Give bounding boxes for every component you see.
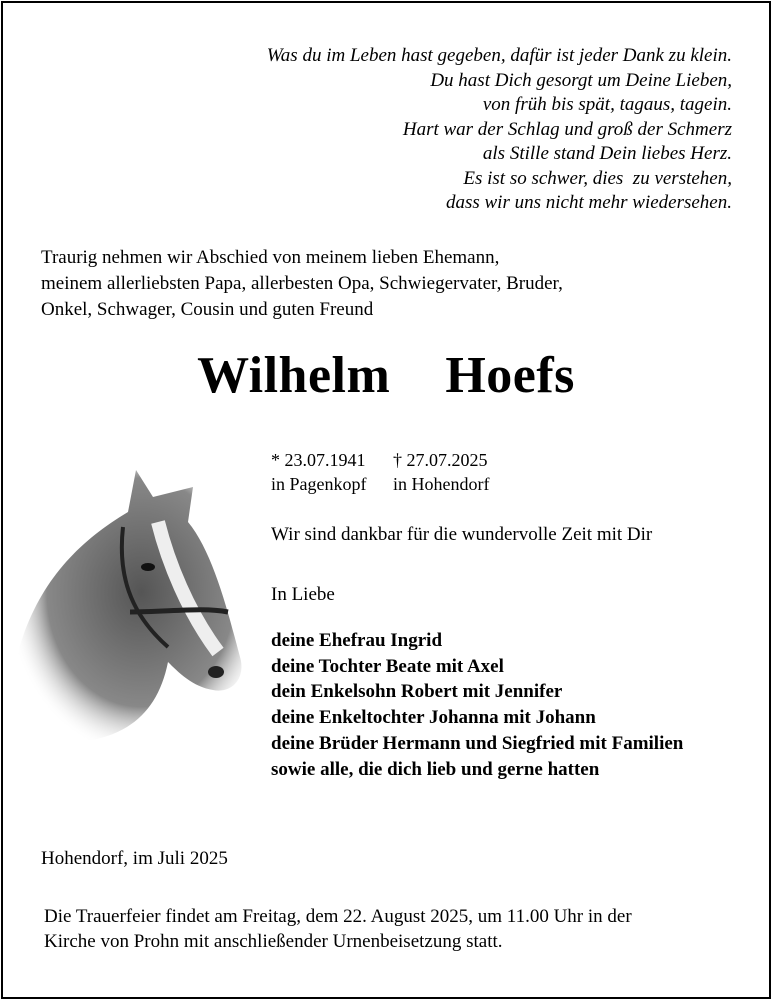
- service-line: Die Trauerfeier findet am Freitag, dem 22. August 2025, um 11.00 Uhr in der: [44, 906, 632, 927]
- place-date: Hohendorf, im Juli 2025: [41, 848, 228, 869]
- intro-line: Traurig nehmen wir Abschied von meinem lieben Ehemann,: [41, 247, 500, 268]
- death-info: [393, 448, 489, 496]
- service-info: [44, 904, 632, 954]
- family-member: deine Enkeltochter Johanna mit Johann: [271, 707, 596, 729]
- intro-line: Onkel, Schwager, Cousin und guten Freund: [41, 299, 374, 320]
- horse-portrait-image: [18, 462, 250, 742]
- family-member: deine Ehefrau Ingrid: [271, 630, 443, 651]
- poem-line: dass wir uns nicht mehr wiedersehen.: [445, 192, 732, 213]
- intro-line: meinem allerliebsten Papa, allerbesten Opa, Schwiegervater, Bruder,: [41, 273, 563, 294]
- life-dates: [271, 448, 489, 496]
- poem-line: von früh bis spät, tagaus, tagein.: [482, 94, 732, 115]
- intro-text: [41, 245, 563, 323]
- birth-place: in Pagenkopf: [271, 474, 367, 494]
- service-line: Kirche von Prohn mit anschließender Urnenbeisetzung statt.: [44, 931, 503, 952]
- family-member: deine Brüder Hermann und Siegfried mit Familien: [271, 732, 684, 754]
- birth-date: * 23.07.1941: [271, 450, 366, 470]
- family-member: dein Enkelsohn Robert mit Jennifer: [271, 681, 563, 703]
- poem-line: Was du im Leben hast gegeben, dafür ist jeder Dank zu klein.: [266, 45, 732, 66]
- death-place: in Hohendorf: [392, 474, 490, 494]
- closing-text: In Liebe: [271, 584, 335, 605]
- family-member: sowie alle, die dich lieb und gerne hatten: [271, 758, 600, 780]
- family-list: [271, 628, 683, 782]
- poem-line: als Stille stand Dein liebes Herz.: [482, 143, 732, 164]
- deceased-name: Wilhelm Hoefs: [197, 347, 575, 404]
- poem-line: Du hast Dich gesorgt um Deine Lieben,: [430, 69, 732, 91]
- poem-line: Hart war der Schlag und groß der Schmerz: [402, 118, 732, 140]
- thanks-text: Wir sind dankbar für die wundervolle Zeit mit Dir: [271, 524, 653, 545]
- family-member: deine Tochter Beate mit Axel: [271, 655, 504, 677]
- poem: [267, 44, 732, 216]
- poem-line: Es ist so schwer, dies zu verstehen,: [463, 167, 732, 189]
- death-date: † 27.07.2025: [392, 450, 488, 470]
- birth-info: [271, 448, 366, 496]
